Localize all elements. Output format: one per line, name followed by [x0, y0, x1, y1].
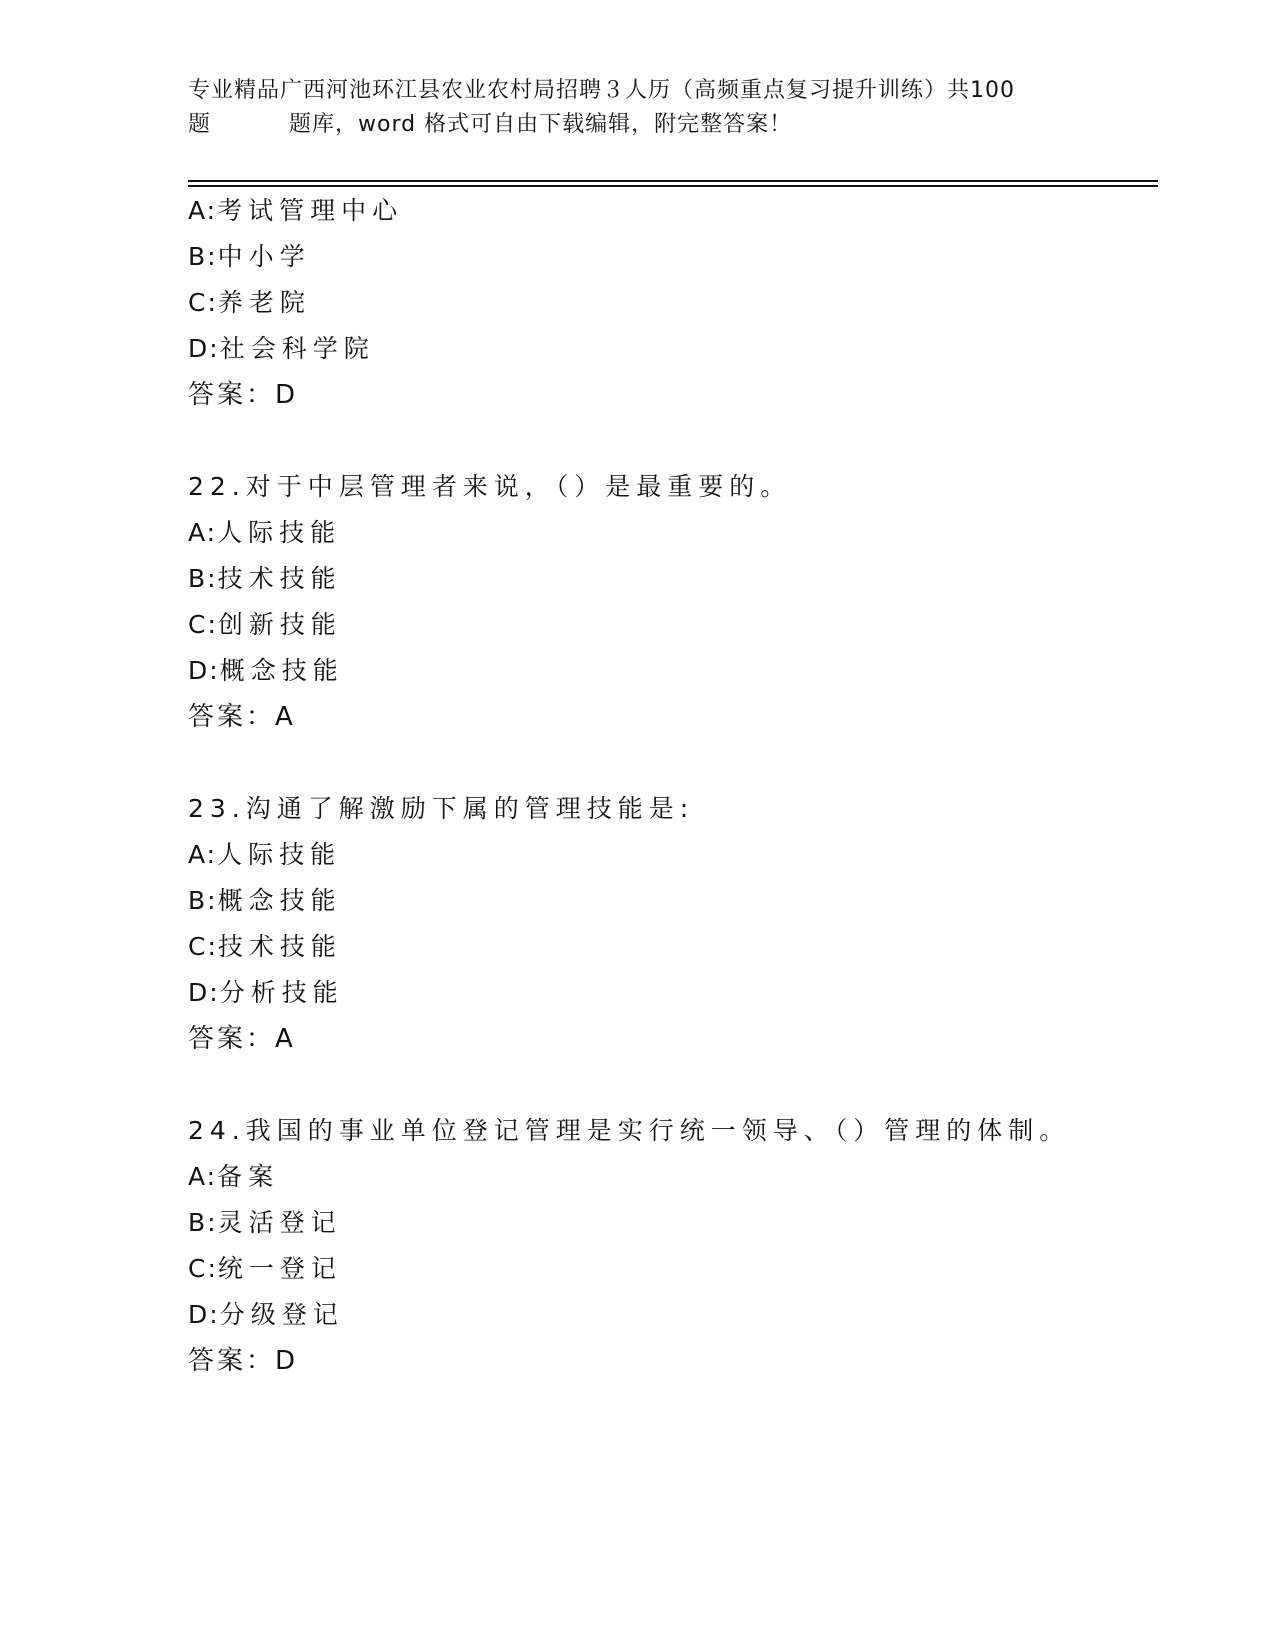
option-text: 养老院	[217, 288, 311, 317]
option-text: 技术技能	[217, 932, 342, 961]
option-letter: B:	[188, 564, 218, 593]
question-text: 我国的事业单位登记管理是实行统一领导、（）管理的体制。	[245, 1116, 1071, 1145]
answer-line: 答案：A	[188, 702, 296, 732]
option-letter: D:	[188, 978, 220, 1007]
question-block-21	[188, 188, 1148, 418]
option-a	[188, 832, 1148, 878]
question-list	[188, 188, 1148, 1384]
answer-line: 答案：D	[188, 1346, 299, 1376]
question-stem	[188, 464, 1148, 510]
option-text: 统一登记	[217, 1254, 342, 1283]
answer-line: 答案：D	[188, 380, 299, 410]
option-text: 分析技能	[219, 978, 344, 1007]
option-text: 备案	[217, 1162, 280, 1191]
option-letter: A:	[188, 518, 218, 547]
option-d	[188, 1292, 1148, 1338]
option-c	[188, 602, 1148, 648]
option-b	[188, 234, 1148, 280]
option-text: 人际技能	[217, 518, 342, 547]
option-c	[188, 280, 1148, 326]
header-title-rest: 题库，word 格式可自由下载编辑，附完整答案！	[289, 112, 793, 137]
option-letter: D:	[188, 1300, 220, 1329]
option-c	[188, 1246, 1148, 1292]
option-a	[188, 510, 1148, 556]
option-text: 人际技能	[217, 840, 342, 869]
option-text: 社会科学院	[219, 334, 375, 363]
question-spacer	[188, 1062, 1148, 1108]
option-text: 技术技能	[217, 564, 342, 593]
option-letter: C:	[188, 610, 218, 639]
option-text: 考试管理中心	[217, 196, 404, 225]
option-letter: D:	[188, 334, 220, 363]
question-stem	[188, 1108, 1148, 1154]
option-letter: A:	[188, 840, 218, 869]
option-d	[188, 970, 1148, 1016]
option-text: 创新技能	[217, 610, 342, 639]
option-b	[188, 556, 1148, 602]
document-header	[188, 74, 1088, 142]
header-divider-top	[188, 180, 1158, 182]
header-title-line-1: 专业精品广西河池环江县农业农村局招聘３人历（高频重点复习提升训练）共100	[188, 78, 1015, 103]
option-d	[188, 648, 1148, 694]
question-block-23	[188, 786, 1148, 1062]
question-spacer	[188, 740, 1148, 786]
option-letter: B:	[188, 886, 218, 915]
option-text: 概念技能	[217, 886, 342, 915]
option-letter: B:	[188, 242, 218, 271]
question-stem	[188, 786, 1148, 832]
option-a	[188, 188, 1148, 234]
option-letter: C:	[188, 288, 218, 317]
option-d	[188, 326, 1148, 372]
question-block-24	[188, 1108, 1148, 1384]
question-spacer	[188, 418, 1148, 464]
question-number: 24.	[188, 1116, 246, 1145]
question-text: 对于中层管理者来说，（）是最重要的。	[245, 472, 792, 501]
option-text: 概念技能	[219, 656, 344, 685]
option-letter: D:	[188, 656, 220, 685]
option-c	[188, 924, 1148, 970]
question-number: 22.	[188, 472, 246, 501]
option-text: 灵活登记	[217, 1208, 342, 1237]
option-text: 分级登记	[219, 1300, 344, 1329]
option-text: 中小学	[217, 242, 311, 271]
option-letter: A:	[188, 196, 218, 225]
option-b	[188, 878, 1148, 924]
option-letter: B:	[188, 1208, 218, 1237]
option-letter: A:	[188, 1162, 218, 1191]
question-text: 沟通了解激励下属的管理技能是:	[245, 794, 695, 823]
option-a	[188, 1154, 1148, 1200]
question-block-22	[188, 464, 1148, 740]
answer-line: 答案：A	[188, 1024, 296, 1054]
header-divider-bottom	[188, 185, 1158, 187]
header-title-line-2	[188, 108, 1088, 142]
option-letter: C:	[188, 932, 218, 961]
option-letter: C:	[188, 1254, 218, 1283]
header-title-prefix: 题	[188, 112, 212, 137]
question-number: 23.	[188, 794, 246, 823]
option-b	[188, 1200, 1148, 1246]
